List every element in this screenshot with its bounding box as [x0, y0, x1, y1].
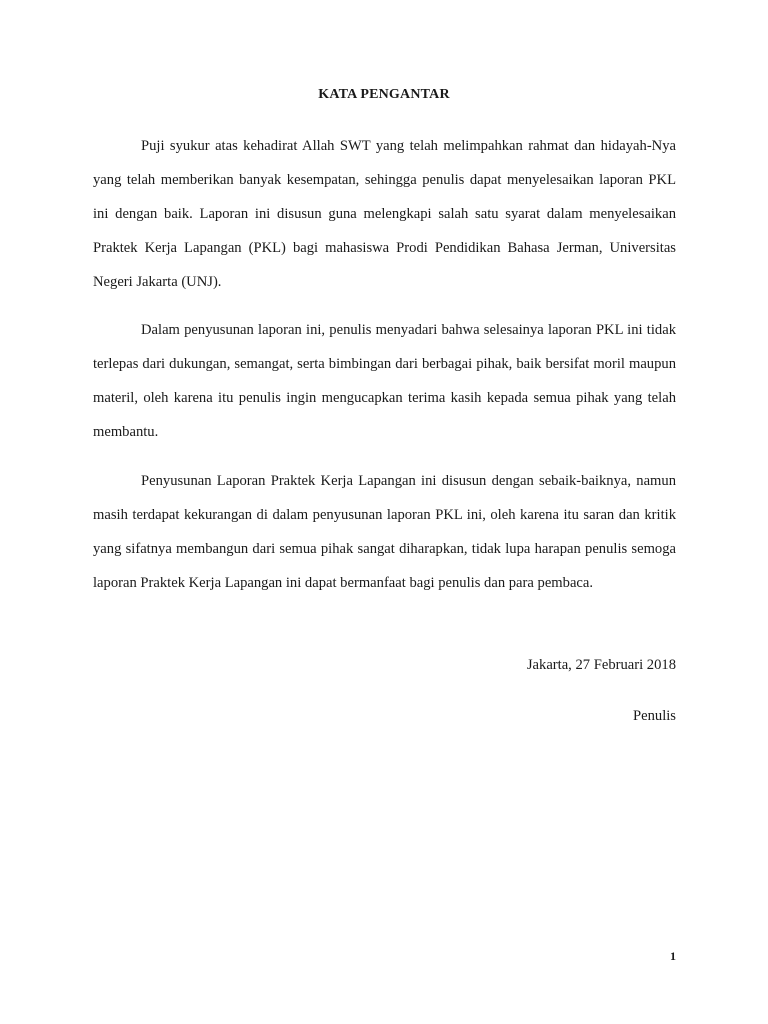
page-title: KATA PENGANTAR [318, 87, 450, 102]
place-date: Jakarta, 27 Februari 2018 [526, 657, 676, 673]
paragraph-3: Penyusunan Laporan Praktek Kerja Lapangan ini disusun dengan sebaik-baiknya, namun masih terdapat kekurangan di dalam penyusunan laporan PKL ini, oleh karena itu saran dan kritik yang sifatnya membangun dari semua pihak sangat diharapkan, tidak lupa harapan penulis semoga laporan Praktek Kerja Lapangan ini dapat bermanfaat bagi penulis dan para pembaca. [93, 473, 676, 591]
author-signature: Penulis [633, 708, 676, 724]
paragraph-1: Puji syukur atas kehadirat Allah SWT yang telah melimpahkan rahmat dan hidayah-Nya yang telah memberikan banyak kesempatan, sehingga penulis dapat menyelesaikan laporan PKL ini dengan baik. Laporan ini disusun guna melengkapi salah satu syarat dalam menyelesaikan Praktek Kerja Lapangan (PKL) bagi mahasiswa Prodi Pendidikan Bahasa Jerman, Universitas Negeri Jakarta (UNJ). [93, 138, 676, 290]
paragraph-2: Dalam penyusunan laporan ini, penulis menyadari bahwa selesainya laporan PKL ini tidak terlepas dari dukungan, semangat, serta bimbingan dari berbagai pihak, baik bersifat moril maupun materil, oleh karena itu penulis ingin mengucapkan terima kasih kepada semua pihak yang telah membantu. [93, 322, 676, 440]
page-number: 1 [670, 949, 676, 963]
